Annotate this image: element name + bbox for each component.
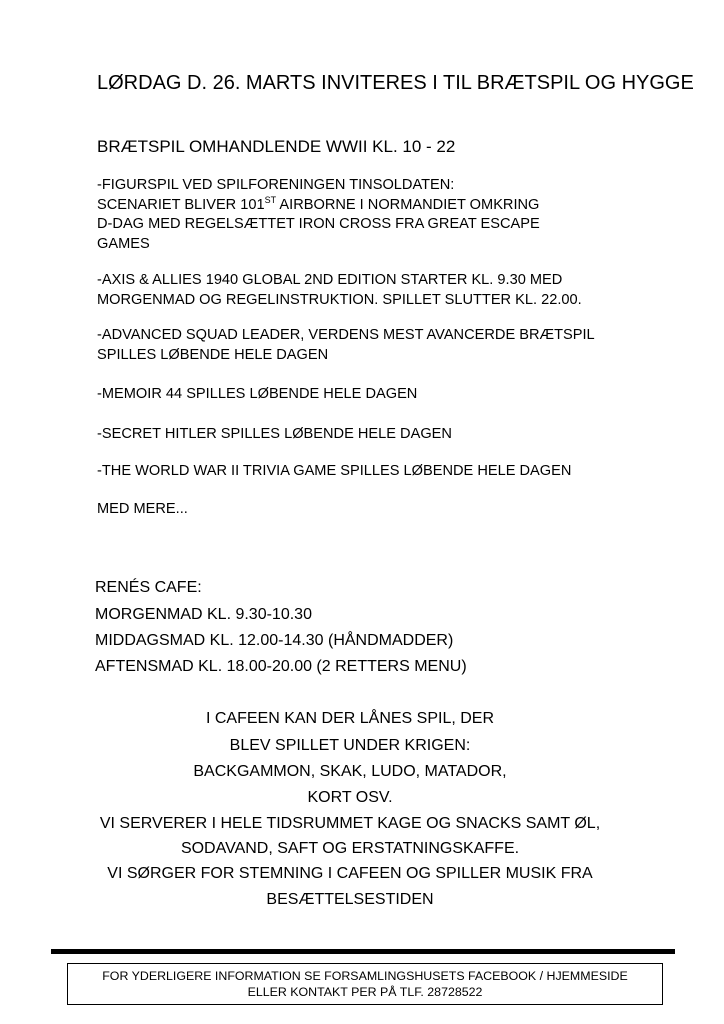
asl-line-1: -ADVANCED SQUAD LEADER, VERDENS MEST AVANCERDE BRÆTSPIL	[97, 327, 595, 343]
asl-line-2: SPILLES LØBENDE HELE DAGEN	[97, 346, 329, 363]
divider-rule	[51, 949, 675, 954]
cafe-info-line-3: BACKGAMMON, SKAK, LUDO, MATADOR,	[193, 763, 507, 780]
cafe-heading: RENÉS CAFE:	[95, 579, 202, 596]
cafe-info-line-1: I CAFEEN KAN DER LÅNES SPIL, DER	[205, 710, 495, 727]
figurspil-line-4: GAMES	[97, 235, 150, 252]
cafe-info-line-7: VI SØRGER FOR STEMNING I CAFEEN OG SPILLER MUSIK FRA	[107, 865, 593, 882]
figurspil-line-2: SCENARIET BLIVER 101ST AIRBORNE I NORMANDIET OMKRING	[97, 194, 540, 213]
cafe-info-line-2: BLEV SPILLET UNDER KRIGEN:	[229, 737, 471, 754]
footer-line-2: ELLER KONTAKT PER PÅ TLF. 28728522	[247, 985, 483, 999]
game-memoir: -MEMOIR 44 SPILLES LØBENDE HELE DAGEN	[97, 386, 418, 402]
figurspil-line-1: -FIGURSPIL VED SPILFORENINGEN TINSOLDATEN:	[97, 177, 455, 193]
game-asl	[97, 326, 595, 365]
cafe-lunch: MIDDAGSMAD KL. 12.00-14.30 (HÅNDMADDER)	[95, 632, 454, 649]
cafe-info-line-4: KORT OSV.	[307, 789, 393, 806]
game-secret-hitler: -SECRET HITLER SPILLES LØBENDE HELE DAGEN	[97, 426, 452, 442]
program-subtitle: BRÆTSPIL OMHANDLENDE WWII KL. 10 - 22	[97, 137, 456, 156]
footer-line-1: FOR YDERLIGERE INFORMATION SE FORSAMLINGSHUSETS FACEBOOK / HJEMMESIDE	[102, 969, 628, 983]
game-axis-allies	[97, 271, 582, 310]
footer-contact-box	[67, 963, 663, 1005]
cafe-info-line-8: BESÆTTELSESTIDEN	[266, 891, 434, 908]
cafe-dinner: AFTENSMAD KL. 18.00-20.00 (2 RETTERS MENU)	[95, 658, 467, 675]
game-figurspil	[97, 176, 540, 254]
axis-line-1: -AXIS & ALLIES 1940 GLOBAL 2ND EDITION STARTER KL. 9.30 MED	[97, 272, 563, 288]
cafe-info-line-5: VI SERVERER I HELE TIDSRUMMET KAGE OG SNACKS SAMT ØL,	[99, 815, 601, 832]
axis-line-2: MORGENMAD OG REGELINSTRUKTION. SPILLET SLUTTER KL. 22.00.	[97, 291, 582, 308]
more-games: MED MERE...	[97, 501, 188, 517]
cafe-breakfast: MORGENMAD KL. 9.30-10.30	[95, 606, 312, 623]
page-title: LØRDAG D. 26. MARTS INVITERES I TIL BRÆTSPIL OG HYGGE	[97, 72, 694, 94]
game-trivia: -THE WORLD WAR II TRIVIA GAME SPILLES LØBENDE HELE DAGEN	[97, 463, 572, 479]
figurspil-line-3: D-DAG MED REGELSÆTTET IRON CROSS FRA GREAT ESCAPE	[97, 216, 540, 233]
cafe-info-line-6: SODAVAND, SAFT OG ERSTATNINGSKAFFE.	[180, 840, 520, 857]
